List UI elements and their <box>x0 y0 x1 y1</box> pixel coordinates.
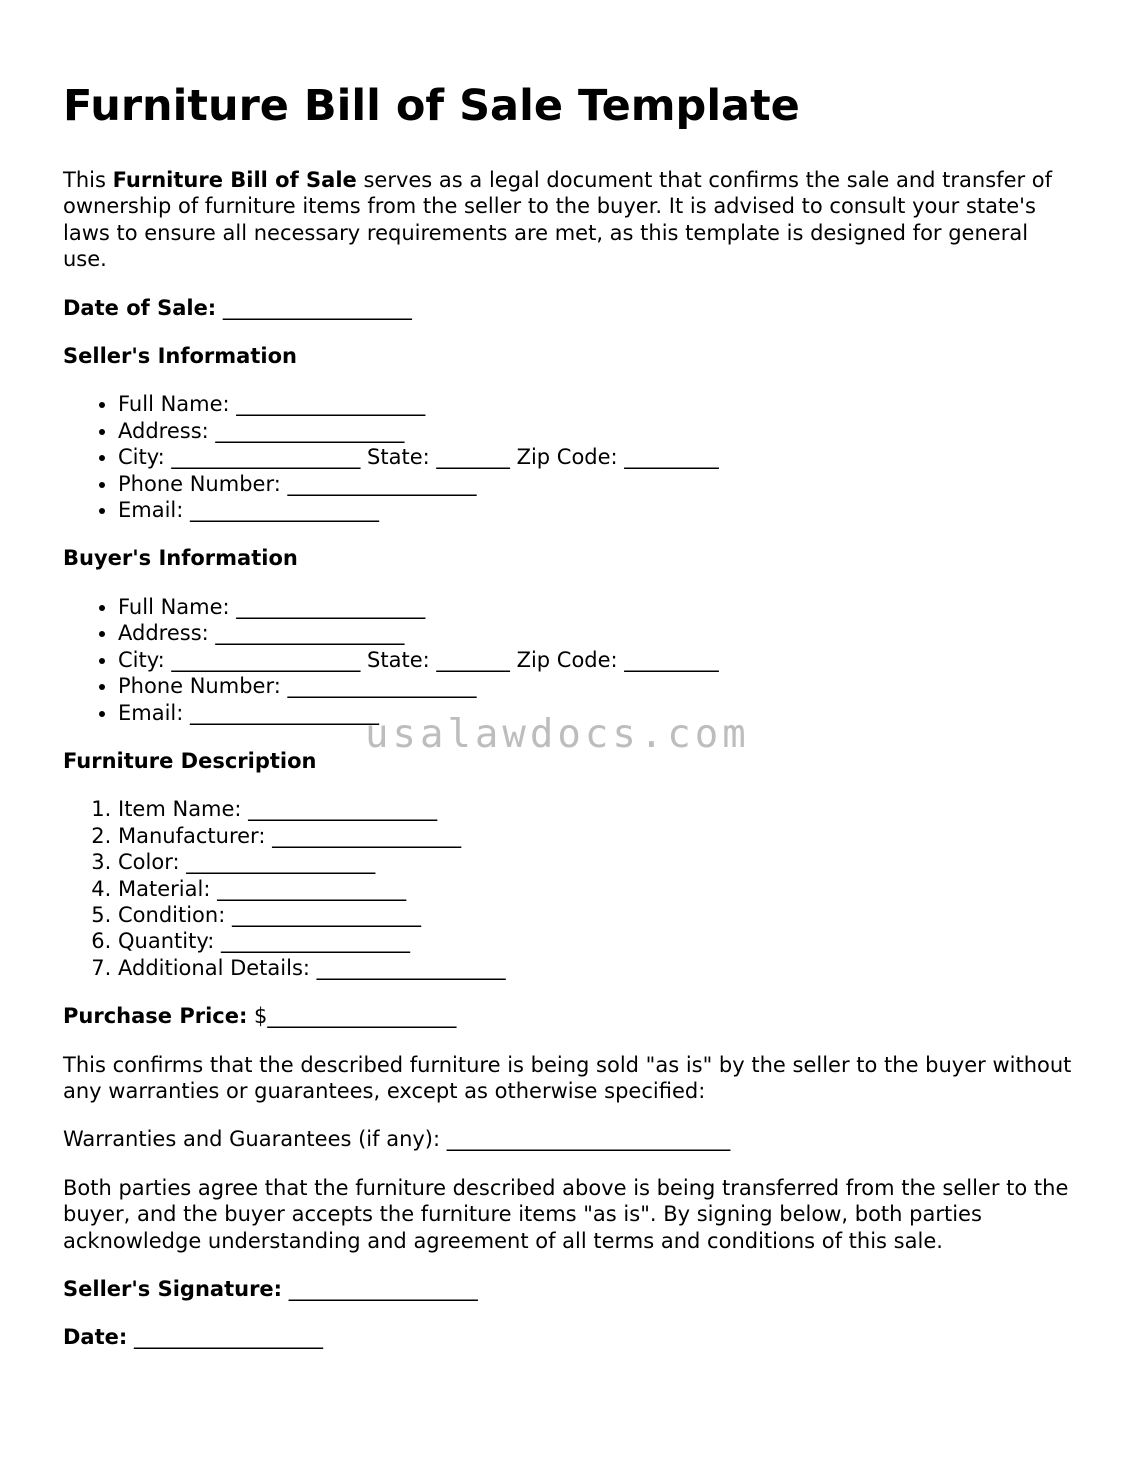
color-field[interactable]: 3. Color: __________________ <box>118 849 1073 875</box>
buyer-full-name-field[interactable]: • Full Name: __________________ <box>118 594 1073 620</box>
buyer-info-list <box>63 594 1073 726</box>
document-title: Furniture Bill of Sale Template <box>63 81 800 131</box>
seller-email-field[interactable]: • Email: __________________ <box>118 497 1073 523</box>
seller-address-field[interactable]: • Address: __________________ <box>118 418 1073 444</box>
furniture-section-heading: Furniture Description <box>63 748 317 773</box>
item-name-field[interactable]: 1. Item Name: __________________ <box>118 796 1073 822</box>
signature-date-field <box>63 1324 1073 1350</box>
date-of-sale-field <box>63 295 1073 321</box>
additional-details-field[interactable]: 7. Additional Details: __________________ <box>118 955 1073 981</box>
quantity-field[interactable]: 6. Quantity: __________________ <box>118 928 1073 954</box>
seller-phone-field[interactable]: • Phone Number: __________________ <box>118 471 1073 497</box>
seller-city-state-zip-field[interactable]: • City: __________________ State: _______ Zip Code: _________ <box>118 444 1073 470</box>
intro-paragraph <box>63 167 1073 273</box>
as-is-paragraph: This confirms that the described furniture is being sold "as is" by the seller to the buyer without any warranties or guarantees, except as otherwise specified: <box>63 1052 1072 1103</box>
agreement-paragraph: Both parties agree that the furniture described above is being transferred from the seller to the buyer, and the buyer accepts the furniture items "as is". By signing below, both parties acknowledge understanding and agreement of all terms and conditions of this sale. <box>63 1175 1069 1253</box>
intro-lead: This <box>63 168 113 192</box>
buyer-section-heading: Buyer's Information <box>63 546 298 571</box>
intro-bold-term: Furniture Bill of Sale <box>112 168 357 192</box>
condition-field[interactable]: 5. Condition: __________________ <box>118 902 1073 928</box>
purchase-price-field <box>63 1003 1073 1029</box>
buyer-city-state-zip-field[interactable]: • City: __________________ State: _______ Zip Code: _________ <box>118 647 1073 673</box>
date-of-sale-blank[interactable]: __________________ <box>216 295 412 320</box>
material-field[interactable]: 4. Material: __________________ <box>118 876 1073 902</box>
signature-date-label: Date: <box>63 1325 128 1350</box>
watermark: usalawdocs.com <box>365 712 750 757</box>
seller-signature-blank[interactable]: __________________ <box>282 1277 478 1301</box>
seller-signature-label: Seller's Signature: <box>63 1277 283 1301</box>
purchase-price-blank[interactable]: $__________________ <box>247 1004 457 1029</box>
intro-rest: serves as a legal document that confirms the sale and transfer of ownership of furniture items from the seller to the buyer. It is advised to consult your state's laws to ensure all necessary requirements are met, as this template is designed for general use. <box>63 168 1053 272</box>
purchase-price-label: Purchase Price: <box>63 1004 248 1029</box>
seller-section-heading: Seller's Information <box>63 344 297 369</box>
signature-date-blank[interactable]: __________________ <box>127 1325 323 1350</box>
buyer-phone-field[interactable]: • Phone Number: __________________ <box>118 673 1073 699</box>
furniture-description-list <box>63 796 1073 981</box>
manufacturer-field[interactable]: 2. Manufacturer: __________________ <box>118 823 1073 849</box>
seller-signature-field <box>63 1276 1073 1302</box>
seller-info-list <box>63 391 1073 523</box>
buyer-address-field[interactable]: • Address: __________________ <box>118 620 1073 646</box>
warranties-field[interactable]: Warranties and Guarantees (if any): ___________________________ <box>63 1127 731 1152</box>
date-of-sale-label: Date of Sale: <box>63 295 217 320</box>
seller-full-name-field[interactable]: • Full Name: __________________ <box>118 391 1073 417</box>
buyer-email-field[interactable]: • Email: __________________ <box>118 700 1073 726</box>
